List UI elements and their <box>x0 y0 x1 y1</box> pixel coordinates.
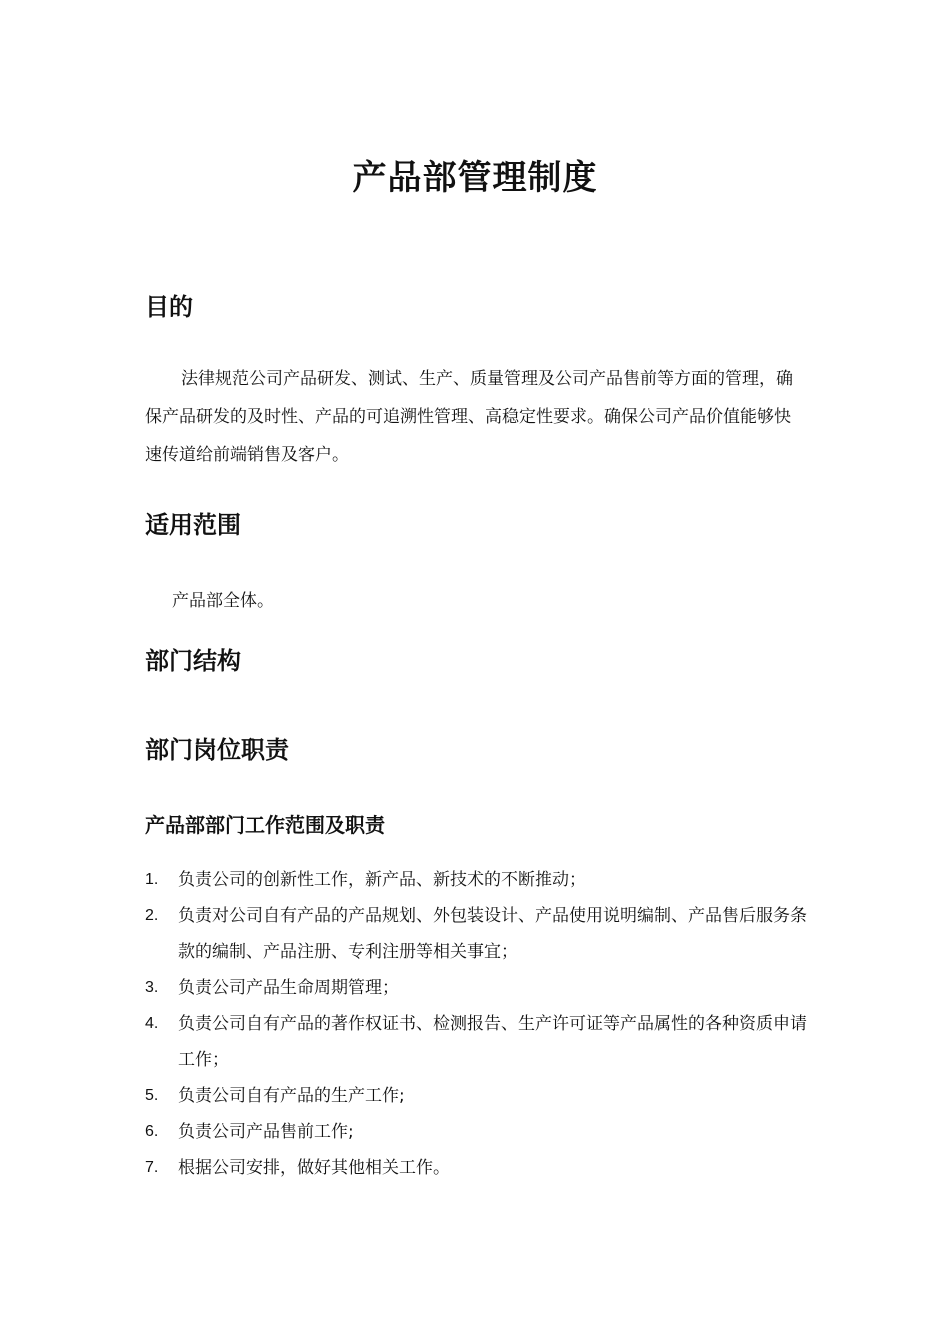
purpose-paragraph: 法律规范公司产品研发、测试、生产、质量管理及公司产品售前等方面的管理，确保产品研发的及时性、产品的可追溯性管理、高稳定性要求。确保公司产品价值能够快速传道给前端销售及客户。 <box>145 369 793 465</box>
list-item <box>145 970 807 1006</box>
document-title: 产品部管理制度 <box>352 158 598 198</box>
list-item-text: 负责公司的创新性工作，新产品、新技术的不断推动； <box>178 870 586 890</box>
list-item-text: 负责公司产品生命周期管理； <box>178 978 399 998</box>
list-item-number: 1. <box>145 871 159 888</box>
list-item <box>145 898 807 970</box>
list-item-number: 6. <box>145 1123 159 1140</box>
scope-paragraph: 产品部全体。 <box>172 591 274 611</box>
list-item <box>145 1006 807 1078</box>
list-item-text: 负责对公司自有产品的产品规划、外包装设计、产品使用说明编制、产品售后服务条款的编制、产品注册、专利注册等相关事宜； <box>178 906 807 962</box>
list-item <box>145 1078 807 1114</box>
list-item-number: 7. <box>145 1159 159 1176</box>
heading-purpose: 目的 <box>145 293 193 321</box>
heading-structure: 部门结构 <box>145 647 241 675</box>
list-item <box>145 1150 807 1186</box>
list-item-text: 负责公司自有产品的生产工作; <box>178 1086 405 1106</box>
list-item-number: 4. <box>145 1015 159 1032</box>
heading-scope: 适用范围 <box>145 511 241 539</box>
subheading-duties-scope: 产品部部门工作范围及职责 <box>145 813 385 837</box>
list-item-number: 2. <box>145 907 159 924</box>
duties-list <box>145 862 807 1186</box>
list-item-number: 3. <box>145 979 159 996</box>
list-item-text: 根据公司安排，做好其他相关工作。 <box>178 1158 450 1178</box>
heading-duties: 部门岗位职责 <box>145 736 289 764</box>
list-item-number: 5. <box>145 1087 159 1104</box>
list-item-text: 负责公司自有产品的著作权证书、检测报告、生产许可证等产品属性的各种资质申请工作； <box>178 1014 807 1070</box>
list-item <box>145 862 807 898</box>
list-item <box>145 1114 807 1150</box>
list-item-text: 负责公司产品售前工作; <box>178 1122 354 1142</box>
